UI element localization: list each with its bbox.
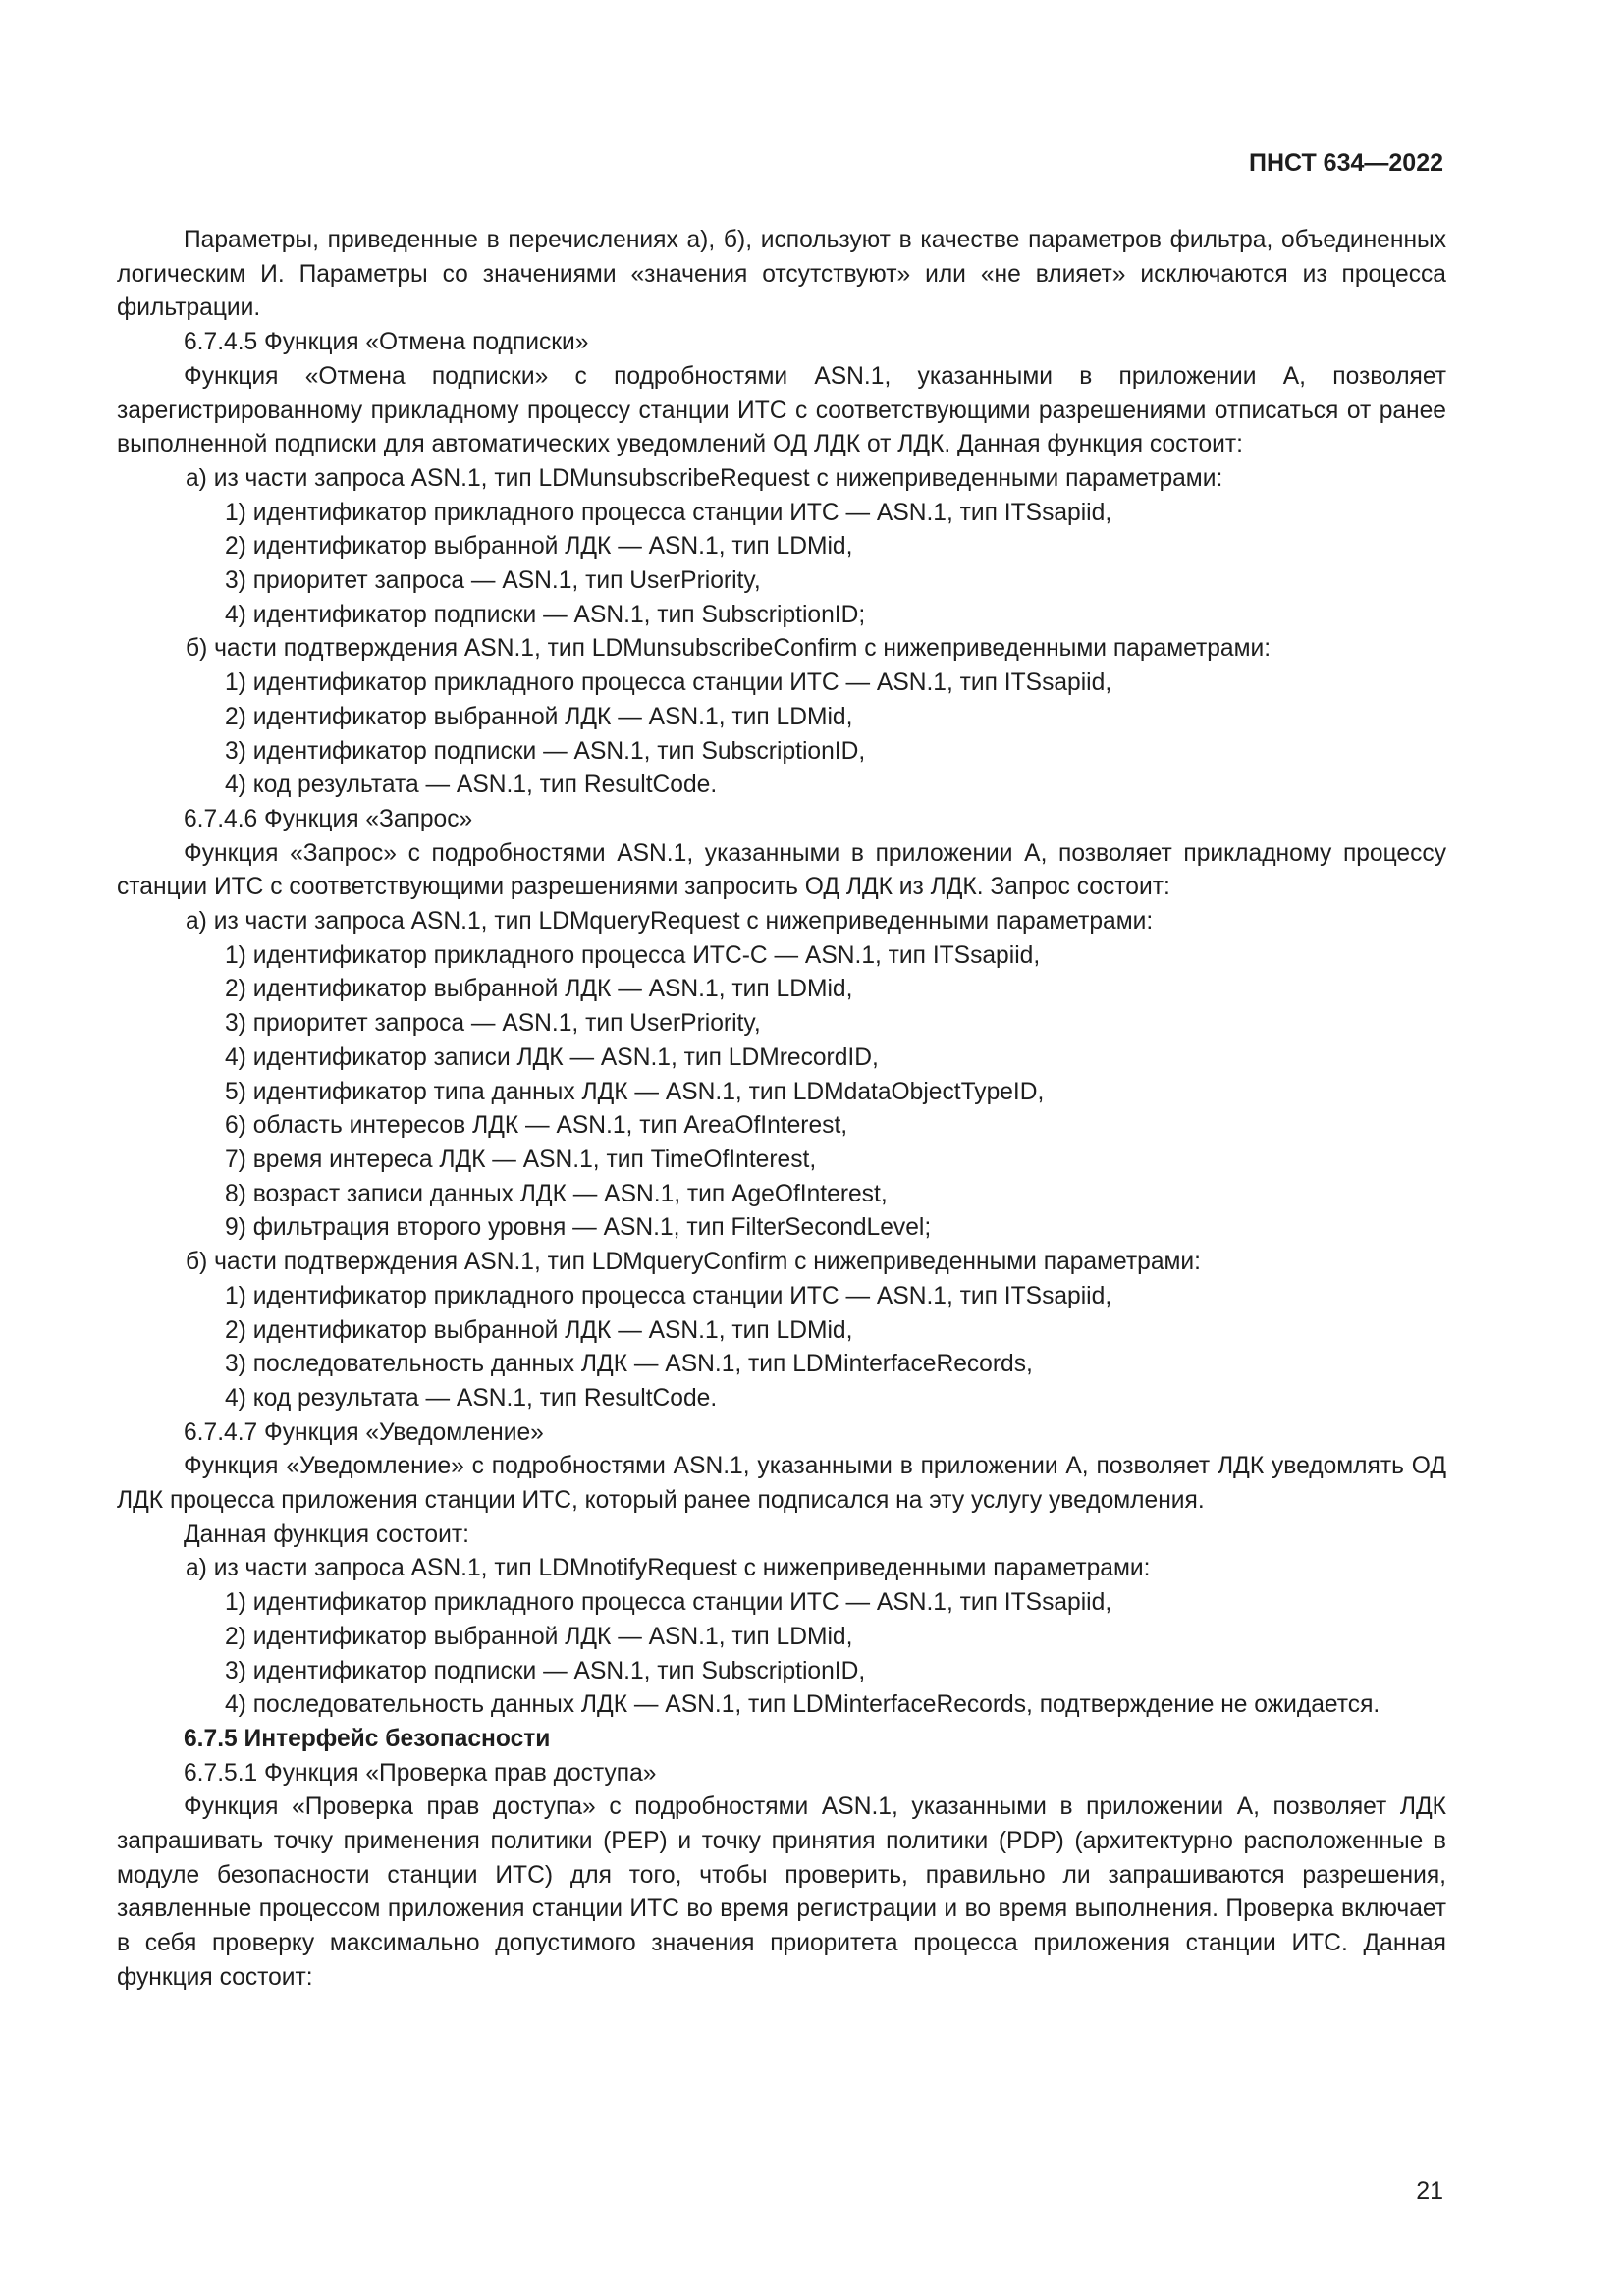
paragraph: Функция «Уведомление» с подробностями ASN.1, указанными в приложении А, позволяет ЛДК уведомлять ОД ЛДК процесса приложения станции ИТС, который ранее подписался на эту услугу уведомления. — [117, 1453, 1446, 1515]
list-item: 4) идентификатор записи ЛДК — ASN.1, тип LDMrecordID, — [225, 1043, 879, 1071]
list-item-a: а) из части запроса ASN.1, тип LDMunsubscribeRequest с нижеприведенными параметрами: — [186, 464, 1223, 492]
list-item: 2) идентификатор выбранной ЛДК — ASN.1, тип LDMid, — [225, 1623, 853, 1650]
list-item: 2) идентификатор выбранной ЛДК — ASN.1, тип LDMid, — [225, 1316, 853, 1344]
list-item: 3) приоритет запроса — ASN.1, тип UserPriority, — [225, 567, 761, 595]
paragraph: Функция «Запрос» с подробностями ASN.1, указанными в приложении А, позволяет прикладному процессу станции ИТС с соответствующими разрешениями запросить ОД ЛДК из ЛДК. Запрос состоит: — [117, 839, 1446, 901]
list-item: 4) последовательность данных ЛДК — ASN.1, тип LDMinterfaceRecords, подтверждение не ожидается. — [225, 1691, 1380, 1719]
list-item: 9) фильтрация второго уровня — ASN.1, тип FilterSecondLevel; — [225, 1214, 932, 1242]
page-body — [117, 224, 1446, 1996]
section-heading-text: 6.7.5 Интерфейс безопасности — [184, 1725, 551, 1752]
page-number: 21 — [1416, 2177, 1443, 2205]
list-item: 3) приоритет запроса — ASN.1, тип UserPriority, — [225, 1010, 761, 1038]
section-heading-6-7-5 — [117, 1723, 1446, 1757]
section-heading-6-7-4-7: 6.7.4.7 Функция «Уведомление» — [184, 1418, 544, 1446]
list-item: 7) время интереса ЛДК — ASN.1, тип TimeOfInterest, — [225, 1146, 817, 1173]
list-item: 3) идентификатор подписки — ASN.1, тип SubscriptionID, — [225, 1657, 866, 1684]
list-item: 1) идентификатор прикладного процесса ИТС-С — ASN.1, тип ITSsapiid, — [225, 941, 1041, 969]
list-item: 2) идентификатор выбранной ЛДК — ASN.1, тип LDMid, — [225, 533, 853, 561]
list-item: 1) идентификатор прикладного процесса станции ИТС — ASN.1, тип ITSsapiid, — [225, 669, 1112, 697]
list-item: 4) код результата — ASN.1, тип ResultCode. — [225, 772, 718, 799]
list-item: 2) идентификатор выбранной ЛДК — ASN.1, тип LDMid, — [225, 703, 853, 730]
list-item: 1) идентификатор прикладного процесса станции ИТС — ASN.1, тип ITSsapiid, — [225, 499, 1112, 526]
section-heading-6-7-4-6: 6.7.4.6 Функция «Запрос» — [184, 805, 473, 832]
paragraph: Функция «Отмена подписки» с подробностями ASN.1, указанными в приложении А, позволяет зарегистрированному прикладному процессу станции ИТС с соответствующими разрешениями отписаться от ранее выполненной подписки для автоматических уведомлений ОД ЛДК от ЛДК. Данная функция состоит: — [117, 362, 1446, 458]
list-item: 5) идентификатор типа данных ЛДК — ASN.1, тип LDMdataObjectTypeID, — [225, 1078, 1045, 1105]
list-item-b: б) части подтверждения ASN.1, тип LDMqueryConfirm с нижеприведенными параметрами: — [186, 1249, 1201, 1276]
document-code: ПНСТ 634—2022 — [1249, 149, 1443, 177]
consists-label: Данная функция состоит: — [184, 1521, 469, 1548]
list-item: 8) возраст записи данных ЛДК — ASN.1, тип AgeOfInterest, — [225, 1180, 888, 1207]
list-item: 3) идентификатор подписки — ASN.1, тип SubscriptionID, — [225, 737, 866, 765]
list-item-a: а) из части запроса ASN.1, тип LDMqueryRequest с нижеприведенными параметрами: — [186, 908, 1154, 935]
list-item-b: б) части подтверждения ASN.1, тип LDMunsubscribeConfirm с нижеприведенными параметрами: — [186, 635, 1272, 663]
paragraph: Функция «Проверка прав доступа» с подробностями ASN.1, указанными в приложении А, позволяет ЛДК запрашивать точку применения политики (PEP) и точку принятия политики (PDP) (архитектурно расположенные в модуле безопасности станции ИТС) для того, чтобы проверить, правильно ли запрашиваются разрешения, заявленные процессом приложения станции ИТС во время регистрации и во время выполнения. Проверка включает в себя проверку максимально допустимого значения приоритета процесса приложения станции ИТС. Данная функция состоит: — [117, 1793, 1446, 1991]
list-item: 1) идентификатор прикладного процесса станции ИТС — ASN.1, тип ITSsapiid, — [225, 1282, 1112, 1309]
section-heading-6-7-5-1: 6.7.5.1 Функция «Проверка прав доступа» — [184, 1759, 657, 1787]
list-item: 3) последовательность данных ЛДК — ASN.1, тип LDMinterfaceRecords, — [225, 1351, 1033, 1378]
list-item: 4) код результата — ASN.1, тип ResultCode. — [225, 1384, 718, 1412]
list-item: 6) область интересов ЛДК — ASN.1, тип AreaOfInterest, — [225, 1112, 848, 1140]
section-heading-6-7-4-5: 6.7.4.5 Функция «Отмена подписки» — [184, 329, 589, 356]
list-item-a: а) из части запроса ASN.1, тип LDMnotifyRequest с нижеприведенными параметрами: — [186, 1555, 1151, 1582]
list-item: 2) идентификатор выбранной ЛДК — ASN.1, тип LDMid, — [225, 976, 853, 1003]
filter-paragraph: Параметры, приведенные в перечислениях а), б), используют в качестве параметров фильтра, объединенных логическим И. Параметры со значениями «значения отсутствуют» или «не влияет» исключаются из процесса фильтрации. — [117, 227, 1446, 322]
list-item: 1) идентификатор прикладного процесса станции ИТС — ASN.1, тип ITSsapiid, — [225, 1589, 1112, 1617]
list-item: 4) идентификатор подписки — ASN.1, тип SubscriptionID; — [225, 601, 866, 628]
